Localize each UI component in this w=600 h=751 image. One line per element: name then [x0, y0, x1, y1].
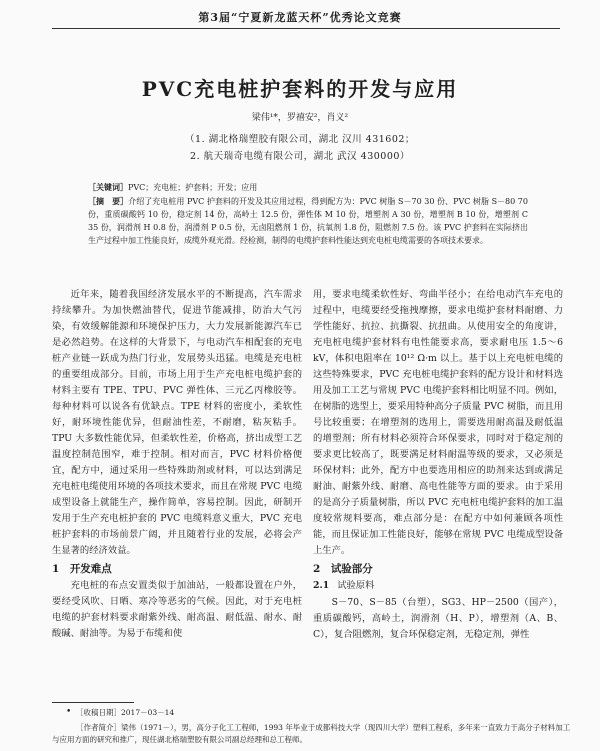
keywords-text: PVC；充电桩；护套料；开发；应用 — [128, 183, 258, 192]
section-1-title: 开发难点 — [69, 563, 112, 575]
keywords-label: ［关键词］ — [88, 182, 128, 192]
affiliation-2: 2. 航天瑞奇电缆有限公司，湖北 武汉 430000） — [190, 151, 410, 162]
section-2-1-title: 试验原料 — [337, 580, 375, 591]
header-rule — [52, 28, 560, 29]
footnote-author: ［作者简介］梁伟（1971－），男，高分子化工工程师，1993 年毕业于成都科技大学（现四川大学）塑料工程系，多年来一直致力于高分子材料加工与应用方面的研究和推广，现任湖北格瑞塑胶有限公司副总经理和总工程师。 — [52, 723, 571, 744]
abstract-text: 介绍了充电桩用 PVC 护套料的开发及其应用过程，得到配方为：PVC 树脂 S－70 30 份、PVC 树脂 S－80 70 份，重质碳酸钙 10 份，稳定剂 14 份，高岭土 12.5 份，弹性体 M 10 份，增塑剂 A 30 份，增塑剂 B 10 份，增塑剂 C 35 份，润滑剂 H 0.8 份，润滑剂 P 0.5 份，无卤阻燃剂 1 份，抗氧剂 1.8 份，阻燃剂 7.5 份。该 PVC 护套料在实际挤出生产过程中加工性能良好，成缆外观光滑。经检测，制得的电缆护套料性能达到充电桩电缆需要的各项技术要求。 — [88, 197, 528, 245]
left-column — [52, 287, 302, 642]
footnote-rule — [52, 702, 134, 703]
abstract-label: ［摘 要］ — [88, 196, 129, 206]
section-1-number: 1 — [52, 563, 60, 575]
intro-paragraph: 近年来，随着我国经济发展水平的不断提高，汽车需求持续攀升。为加快燃油替代，促进节能减排，防治大气污染，有效缓解能源和环境保护压力，大力发展新能源汽车已是必然趋势。在这样的大背景下，与电动汽车相配套的充电桩产业链一跃成为热门行业，发展势头迅猛。电缆是充电桩的重要组成部分。目前，市场上用于生产充电桩电缆护套的材料主要有 TPE、TPU、PVC 弹性体、三元乙丙橡胶等。每种材料可以说各有优缺点。TPE 材料的密度小，柔软性好，耐环境性能优异，但耐油性差，不耐磨，粘灰粘手。TPU 大多数性能优异，但柔软性差，价格高，挤出成型工艺温度控制范围窄，难于控制。相对而言，PVC 材料价格便宜，配方中，通过采用一些特殊助剂或材料，可以达到满足充电桩电缆使用环境的各项技术要求，而且在常规 PVC 电缆成型设备上就能生产，操作简单，容易控制。因此，研制开发用于生产充电桩护套的 PVC 电缆料意义重大，PVC 充电桩护套料的市场前景广阔，并且随着行业的发展，必将会产生显著的经济效益。 — [52, 289, 302, 556]
section-1-heading — [52, 561, 302, 577]
paper-title: PVC充电桩护套料的开发与应用 — [141, 77, 459, 101]
abstract — [88, 195, 528, 247]
authors: 梁伟¹*，罗禧安²，肖义² — [251, 113, 349, 123]
affiliation-1: （1. 湖北格瑞塑胶有限公司，湖北 汉川 431602； — [185, 134, 415, 145]
section-2-heading — [313, 561, 563, 577]
received-date: ［收稿日期］2017－03－14 — [76, 708, 175, 717]
continued-paragraph: 用，要求电缆柔软性好、弯曲半径小；在给电动汽车充电的过程中，电缆要经受拖拽摩擦，要求电缆护套材料耐磨、力学性能好、抗拉、抗撕裂、抗扭曲。从使用安全的角度讲，充电桩电缆护套材料有电性能要求高，要求耐电压 1.5～6 kV，体积电阻率在 10¹² Ω·m 以上。基于以上充电桩电缆的这些特殊要求，PVC 充电桩电缆护套料的配方设计和材料选用及加工工艺与常规 PVC 电缆护套料相比明显不同。例如，在树脂的选型上，要采用特种高分子质量 PVC 树脂，而且用号比较重要；在增塑剂的选用上，需要选用耐高温及耐低温的增塑剂；所有材料必须符合环保要求，同时对于稳定剂的要求更比较高了，既要满足材料耐温等级的要求，又必须是环保材料；此外，配方中也要选用相应的助剂来达到或满足耐油、耐紫外线、耐磨、高电性能等方面的要求。由于采用的是高分子质量树脂，所以 PVC 充电桩电缆护套料的加工温度较常规料要高，难点部分是：在配方中如何兼顾各项性能，而且保证加工性能良好，能够在常规 PVC 电缆成型设备上生产。 — [313, 289, 563, 556]
footnote-received — [52, 707, 572, 719]
section-1-paragraph: 充电桩的布点安置类似于加油站，一般都设置在户外，要经受风吹、日晒、寒冷等恶劣的气候。因此，对于充电桩电缆的护套材料要求耐紫外线、耐高温、耐低温、耐水、耐酸碱、耐油等。为易于布缆和使 — [52, 580, 302, 639]
section-2-1-number: 2.1 — [313, 580, 330, 591]
keywords — [88, 182, 528, 193]
right-column — [313, 287, 563, 643]
running-header: 第3届“宁夏新龙蓝天杯”优秀论文竞赛 — [198, 11, 402, 24]
footnote-bullet-icon: • — [66, 707, 72, 717]
materials-paragraph: S－70、S－85（台塑），SG3、HP－2500（国产），重质碳酸钙，高岭土，润滑剂（H、P），增塑剂（A、B、C），复合阻燃剂，复合环保稳定剂，无稳定剂，弹性 — [313, 597, 563, 640]
section-2-title: 试验部分 — [330, 563, 373, 575]
section-2-1-heading — [313, 578, 563, 594]
section-2-number: 2 — [313, 563, 321, 575]
